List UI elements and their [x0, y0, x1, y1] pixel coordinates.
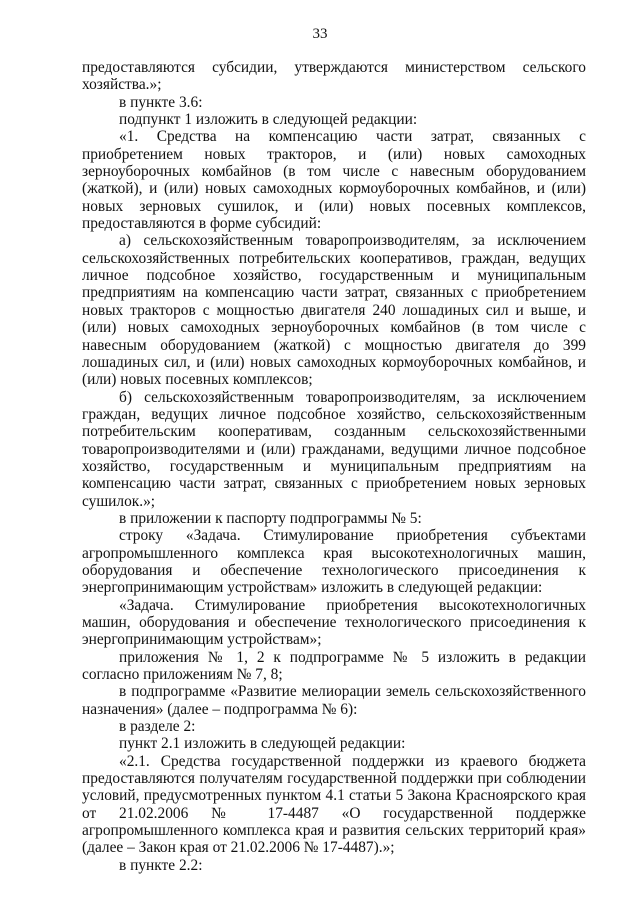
- paragraph-quote-1: «1. Средства на компенсацию части затрат, связанных с приобретением новых тракторов, и (или) новых самоходных зерноуборочных комбайнов (в том числе с навесным оборудованием (жаткой), и (или) новых самоходных кормоуборочных комбайнов, и (или) новых зерновых сушилок, и (или) новых посевных комплексов, предоставляются в форме субсидий:: [82, 128, 586, 233]
- paragraph-item-b: б) сельскохозяйственным товаропроизводителям, за исключением граждан, ведущих личное подсобное хозяйство, сельскохозяйственным потребительским кооперативам, созданным сельскохозяйственными товаропроизводителями и (или) гражданами, ведущими личное подсобное хозяйство, государственным и муниципальным предприятиям на компенсацию части затрат, связанных с приобретением новых зерновых сушилок.»;: [82, 388, 586, 510]
- page-number: 33: [312, 26, 328, 42]
- paragraph-appendices: приложения № 1, 2 к подпрограмме № 5 изложить в редакции согласно приложениям № 7, 8;: [82, 648, 586, 684]
- paragraph-item-2-1: пункт 2.1 изложить в следующей редакции:: [119, 735, 406, 753]
- paragraph-section-2: в разделе 2:: [119, 718, 196, 736]
- paragraph-item-2-2: в пункте 2.2:: [119, 856, 203, 874]
- paragraph-item-3-6: в пункте 3.6:: [119, 93, 203, 111]
- paragraph-subitem-1: подпункт 1 изложить в следующей редакции:: [119, 111, 418, 129]
- document-body: [82, 59, 586, 874]
- paragraph-continuation: предоставляются субсидии, утверждаются министерством сельского хозяйства.»;: [82, 59, 586, 94]
- paragraph-subprogram-6: в подпрограмме «Развитие мелиорации земель сельскохозяйственного назначения» (далее – подпрограмма № 6):: [82, 683, 586, 718]
- paragraph-task-new: «Задача. Стимулирование приобретения высокотехнологичных машин, оборудования и обеспечение технологического присоединения к энергопринимающим устройствам»;: [82, 596, 586, 649]
- paragraph-quote-2-1: «2.1. Средства государственной поддержки из краевого бюджета предоставляются получателям государственной поддержки при соблюдении условий, предусмотренных пунктом 4.1 статьи 5 Закона Красноярского края от 21.02.2006 № 17-4487 «О государственной поддержке агропромышленного комплекса края и развития сельских территорий края» (далее – Закон края от 21.02.2006 № 17-4487).»;: [82, 752, 586, 857]
- paragraph-task-row: строку «Задача. Стимулирование приобретения субъектами агропромышленного комплекса края высокотехнологичных машин, оборудования и обеспечение технологического присоединения к энергопринимающим устройствам» изложить в следующей редакции:: [82, 527, 586, 597]
- paragraph-item-a: а) сельскохозяйственным товаропроизводителям, за исключением сельскохозяйственных потребительских кооперативов, граждан, ведущих личное подсобное хозяйство, государственным и муниципальным предприятиям на компенсацию части затрат, связанных с приобретением новых тракторов с мощностью двигателя 240 лошадиных сил и выше, и (или) новых самоходных зерноуборочных комбайнов (в том числе с навесным оборудованием (жаткой) с мощностью двигателя до 399 лошадиных сил, и (или) новых самоходных кормоуборочных комбайнов, и (или) новых посевных комплексов;: [82, 232, 586, 389]
- paragraph-appendix-passport: в приложении к паспорту подпрограммы № 5:: [119, 509, 422, 527]
